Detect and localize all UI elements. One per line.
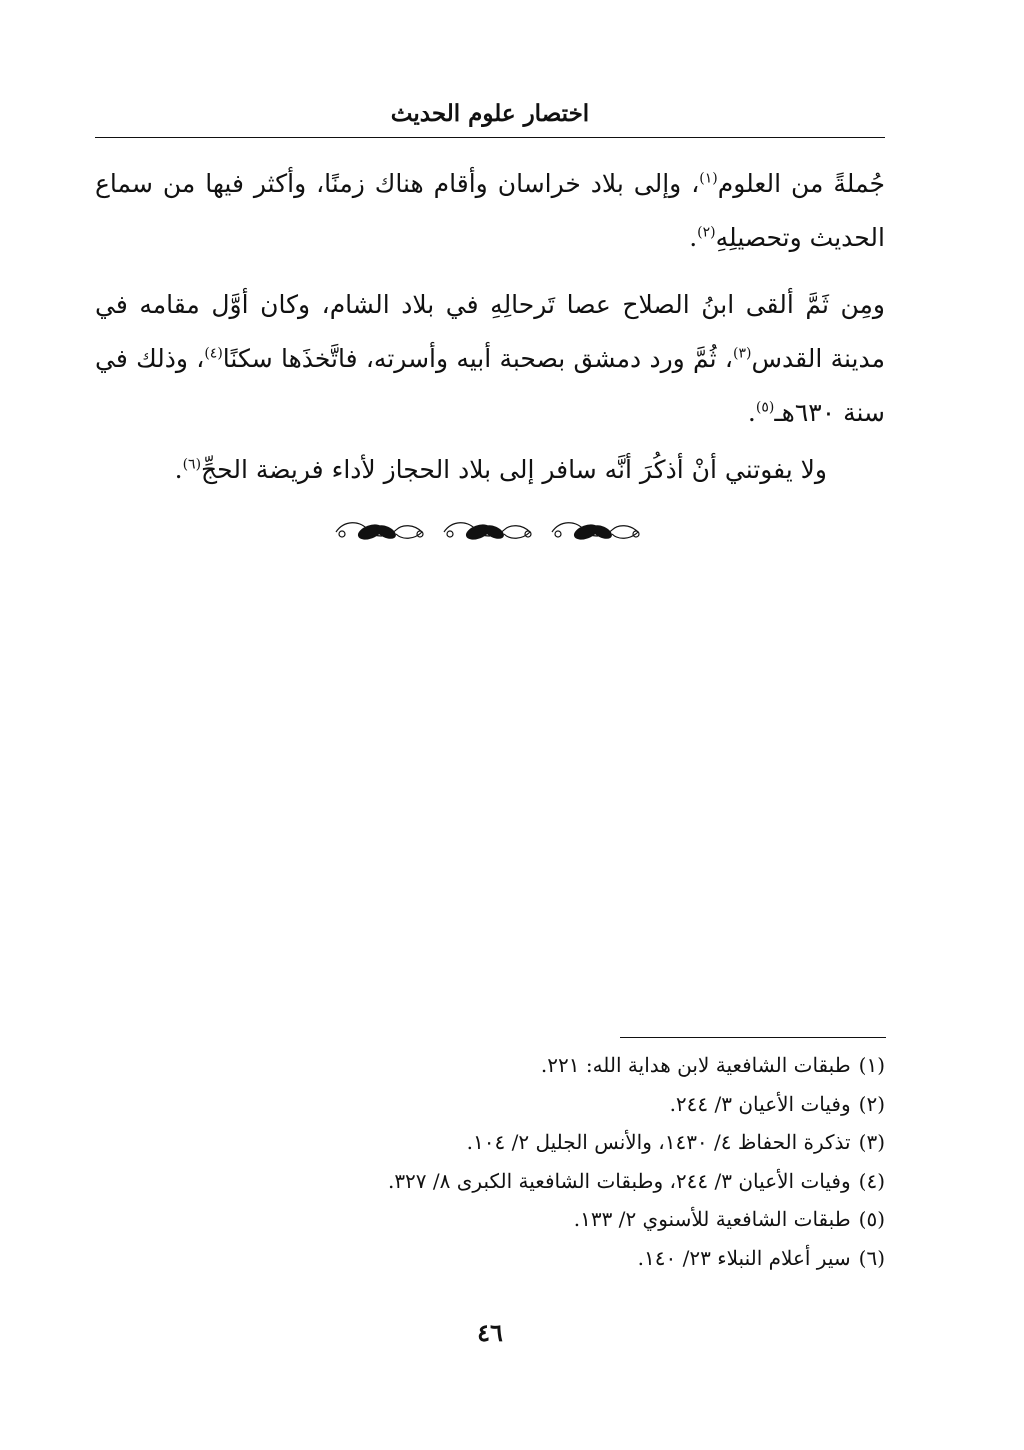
paragraph-text: ومِن ثَمَّ ألقى ابنُ الصلاح عصا تَرحالِهِ في بلاد الشام، وكان أوَّل مقامه في مدينة القدس	[95, 290, 885, 373]
footnote-text: تذكرة الحفاظ ٤/ ١٤٣٠، والأنس الجليل ٢/ ١٠٤.	[466, 1130, 851, 1154]
footnote-ref-4[interactable]: (٤)	[204, 345, 223, 362]
footnote-ref-1[interactable]: (١)	[699, 170, 718, 187]
footnote-ref-5[interactable]: (٥)	[755, 399, 775, 416]
ornament-unit-icon	[444, 522, 531, 541]
footnote-6	[95, 1239, 885, 1278]
footnote-5	[95, 1200, 885, 1239]
footnotes	[95, 1046, 885, 1277]
footnote-ref-6[interactable]: (٦)	[182, 456, 202, 473]
ornament-unit-icon	[336, 522, 423, 541]
footnote-number: (٤)	[858, 1168, 885, 1193]
paragraph-text: ولا يفوتني أنْ أذكُرَ أنَّه سافر إلى بلاد الحجاز لأداء فريضة الحجِّ	[201, 455, 827, 484]
footnote-text: طبقات الشافعية للأسنوي ٢/ ١٣٣.	[573, 1207, 851, 1231]
page-number: ٤٦	[477, 1318, 503, 1347]
paragraph-3	[95, 443, 885, 497]
footnote-number: (٢)	[858, 1091, 885, 1116]
footnote-number: (١)	[858, 1053, 885, 1077]
ornament-unit-icon	[552, 522, 639, 541]
footnote-ref-3[interactable]: (٣)	[732, 345, 752, 362]
footnote-number: (٣)	[858, 1130, 885, 1154]
footnote-ref-2[interactable]: (٢)	[697, 224, 716, 241]
paragraph-1	[95, 157, 885, 265]
footnote-text: وفيات الأعيان ٣/ ٢٤٤، وطبقات الشافعية الكبرى ٨/ ٣٢٧.	[387, 1168, 851, 1193]
footnote-4	[95, 1162, 885, 1201]
paragraph-text: .	[174, 455, 183, 484]
paragraph-text: ، وذلك في سنة ٦٣٠هـ	[95, 344, 885, 427]
paragraph-text: جُملةً من العلوم	[717, 169, 885, 198]
running-header: اختصار علوم الحديث	[390, 100, 590, 127]
paragraph-text: ، وإلى بلاد خراسان وأقام هناك زمنًا، وأكثر فيها من سماع الحديث وتحصيلِهِ	[95, 169, 885, 252]
footnote-2	[95, 1085, 885, 1124]
footnote-number: (٥)	[858, 1207, 885, 1231]
footnote-text: وفيات الأعيان ٣/ ٢٤٤.	[669, 1091, 851, 1116]
header-rule	[95, 137, 885, 138]
footnote-text: طبقات الشافعية لابن هداية الله: ٢٢١.	[540, 1053, 851, 1077]
paragraph-text: ، ثُمَّ ورد دمشق بصحبة أبيه وأسرته، فاتَّخذَها سكنًا	[222, 344, 733, 373]
footnote-text: سير أعلام النبلاء ٢٣/ ١٤٠.	[637, 1245, 851, 1270]
paragraph-2	[95, 278, 885, 440]
footnote-number: (٦)	[858, 1245, 885, 1270]
footnote-separator	[620, 1037, 886, 1038]
floral-divider-ornament	[330, 512, 650, 552]
footnote-3	[95, 1123, 885, 1162]
footnote-1	[95, 1046, 885, 1085]
paragraph-text: .	[747, 398, 756, 427]
paragraph-text: .	[689, 223, 698, 252]
